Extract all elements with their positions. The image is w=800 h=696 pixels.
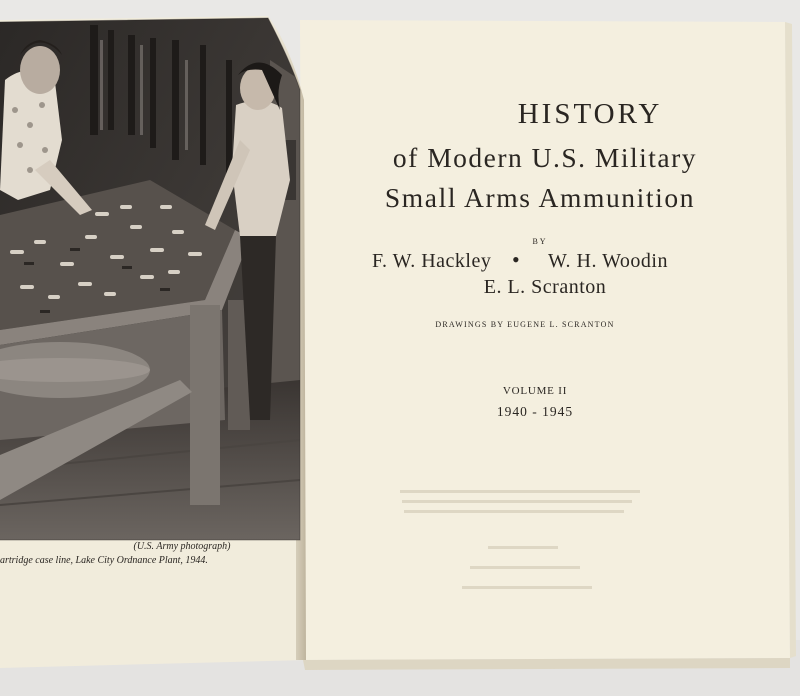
by-label: BY bbox=[532, 237, 548, 246]
author-woodin: W. H. Woodin bbox=[548, 250, 668, 272]
title-history: HISTORY bbox=[517, 98, 663, 130]
author-hackley: F. W. Hackley bbox=[372, 250, 492, 272]
volume-label: VOLUME II bbox=[502, 385, 568, 397]
volume-years: 1940 - 1945 bbox=[496, 404, 574, 419]
factory-workers-cartridge-line-photo bbox=[0, 10, 310, 550]
author-scranton: E. L. Scranton bbox=[483, 276, 607, 298]
title-line-small-arms: Small Arms Ammunition bbox=[384, 182, 696, 213]
title-line-modern-military: of Modern U.S. Military bbox=[392, 142, 698, 173]
author-separator: • bbox=[512, 247, 520, 272]
photo-caption: artridge case line, Lake City Ordnance Plant, 1944. bbox=[0, 555, 208, 566]
photo-credit: (U.S. Army photograph) bbox=[133, 541, 231, 552]
drawings-credit: DRAWINGS BY EUGENE L. SCRANTON bbox=[435, 320, 615, 329]
